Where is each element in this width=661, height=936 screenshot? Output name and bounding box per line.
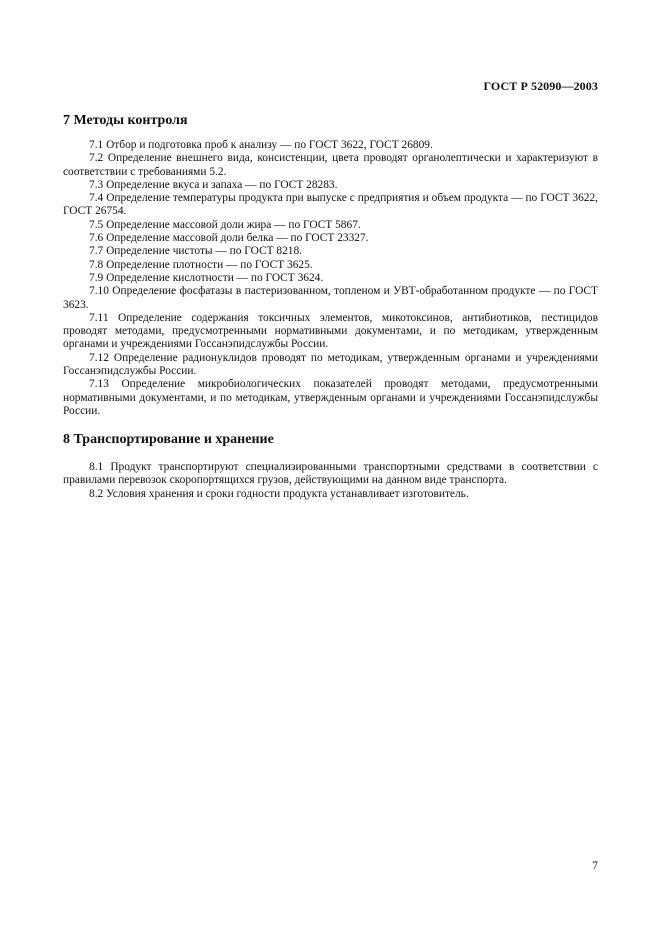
paragraph-7-4: 7.4 Определение температуры продукта при выпуске с предприятия и объем продукта — по ГОСТ 3622, ГОСТ 26754.	[63, 192, 598, 218]
document-code: ГОСТ Р 52090—2003	[483, 79, 598, 93]
paragraph-7-12: 7.12 Определение радионуклидов проводят по методикам, утвержденным органами и учреждениями Госсанэпидслужбы России.	[63, 351, 598, 378]
paragraph-7-5: 7.5 Определение массовой доли жира — по ГОСТ 5867.	[89, 218, 361, 231]
section-7-heading: 7 Методы контроля	[63, 113, 188, 128]
paragraph-7-2: 7.2 Определение внешнего вида, консистенции, цвета проводят органолептически и характеризуют в соответствии с требованиями 5.2.	[63, 152, 598, 178]
section-8-body	[63, 461, 598, 501]
paragraph-7-9: 7.9 Определение кислотности — по ГОСТ 3624.	[89, 271, 324, 284]
paragraph-7-1: 7.1 Отбор и подготовка проб к анализу — по ГОСТ 3622, ГОСТ 26809.	[89, 139, 433, 151]
paragraph-8-1: 8.1 Продукт транспортируют специализированными транспортными средствами в соответствии с правилами перевозок скоропортящихся грузов, действующими на данном виде транспорта.	[63, 461, 598, 487]
paragraph-7-11: 7.11 Определение содержания токсичных элементов, микотоксинов, антибиотиков, пестицидов проводят методами, предусмотренными нормативными документами, и по методикам, утвержденным органами и учреждениями Госсанэпидслужбы России.	[63, 311, 598, 351]
section-7-body	[63, 139, 598, 418]
section-8-heading: 8 Транспортирование и хранение	[63, 432, 274, 447]
paragraph-8-2: 8.2 Условия хранения и сроки годности продукта устанавливает изготовитель.	[89, 487, 469, 500]
paragraph-7-13: 7.13 Определение микробиологических показателей проводят методами, предусмотренными нормативными документами, и по методикам, утвержденным органами и учреждениями Госсанэпидслужбы России.	[63, 378, 598, 417]
page-number: 7	[592, 860, 598, 872]
paragraph-7-7: 7.7 Определение чистоты — по ГОСТ 8218.	[89, 245, 303, 258]
paragraph-7-3: 7.3 Определение вкуса и запаха — по ГОСТ 28283.	[89, 178, 338, 191]
paragraph-7-10: 7.10 Определение фосфатазы в пастеризованном, топленом и УВТ-обработанном продукте — по ГОСТ 3623.	[63, 285, 598, 311]
paragraph-7-6: 7.6 Определение массовой доли белка — по ГОСТ 23327.	[89, 232, 369, 245]
paragraph-7-8: 7.8 Определение плотности — по ГОСТ 3625.	[89, 258, 313, 271]
